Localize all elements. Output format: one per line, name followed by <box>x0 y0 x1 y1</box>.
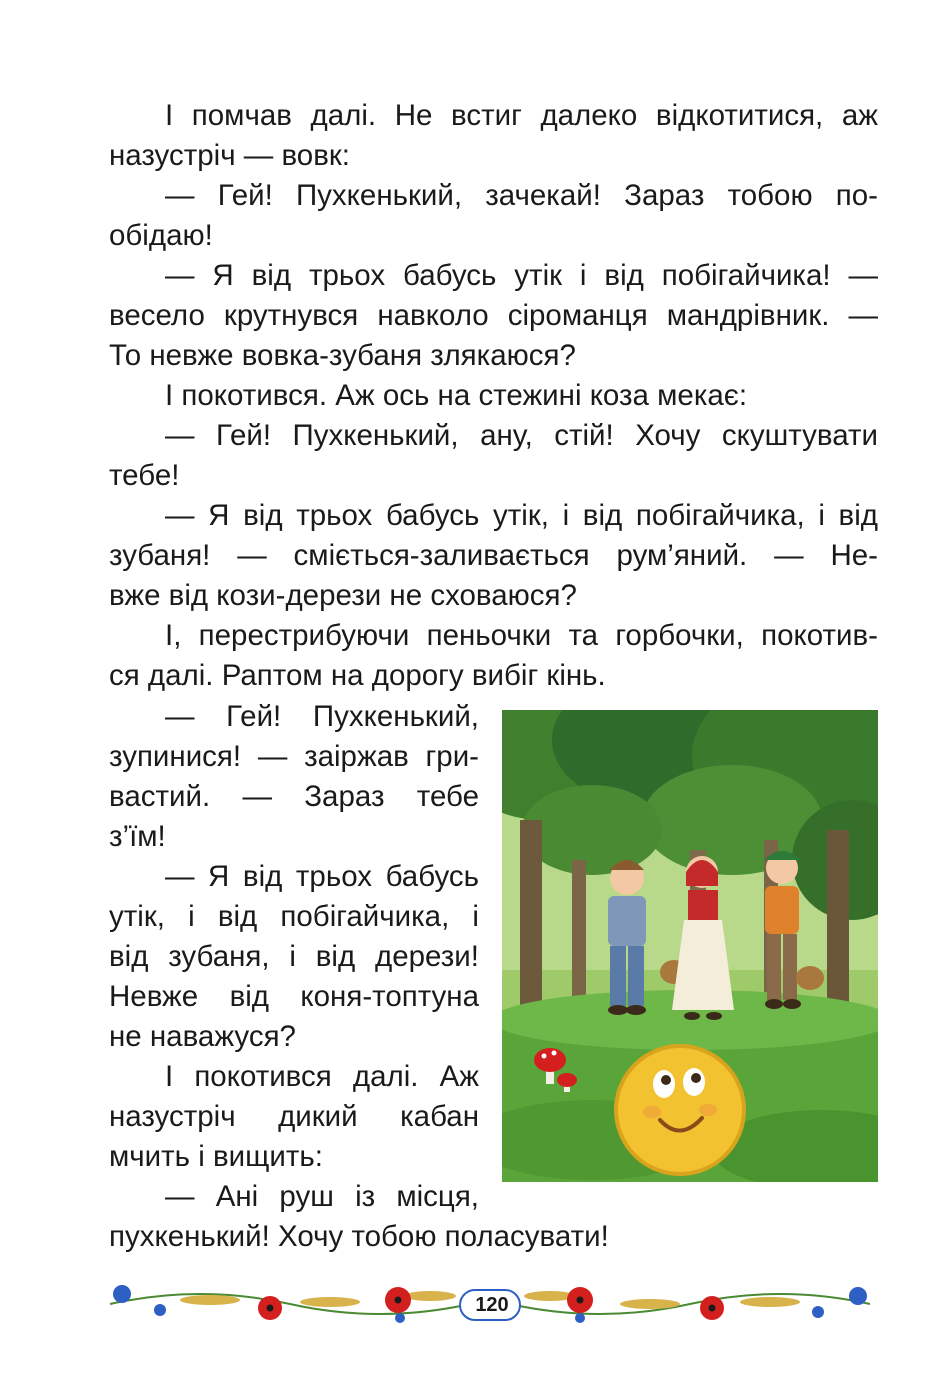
text-line: від зубаня, і від дерези! <box>109 940 479 973</box>
text-line: — Я від трьох бабусь <box>165 860 479 893</box>
text-line: утік, і від побігайчика, і <box>109 900 479 933</box>
text-line: мчить і вищить: <box>109 1140 323 1173</box>
text-line: — Гей! Пухкенький, ану, стій! Хочу скуштувати <box>165 419 878 452</box>
text-line: — Гей! Пухкенький, зачекай! Зараз тобою по- <box>165 179 878 212</box>
text-line: обідаю! <box>109 219 213 252</box>
text-line: пухкенький! Хочу тобою поласувати! <box>109 1220 609 1253</box>
text-line: І покотився. Аж ось на стежині коза мекає: <box>165 379 748 412</box>
text-line: не наважуся? <box>109 1020 296 1053</box>
text-line: назустріч дикий кабан <box>109 1100 479 1133</box>
text-line: тебе! <box>109 459 180 492</box>
text-line: — Я від трьох бабусь утік і від побігайчика! — <box>165 259 878 292</box>
text-line: назустріч — вовк: <box>109 139 350 172</box>
text-line: — Я від трьох бабусь утік, і від побігайчика, і від <box>165 499 878 532</box>
page-number: 120 <box>475 1294 509 1316</box>
text-line: — Гей! Пухкенький, <box>165 700 479 733</box>
text-line: зупинися! — заіржав гри- <box>109 740 479 773</box>
text-line: І, перестрибуючи пеньочки та горбочки, покотив- <box>165 619 878 652</box>
text-line: вастий. — Зараз тебе <box>109 780 479 813</box>
forest-illustration <box>502 710 878 1182</box>
text-line: Невже від коня-топтуна <box>109 980 479 1013</box>
text-line: І покотився далі. Аж <box>165 1060 479 1093</box>
text-line: весело крутнувся навколо сіроманця мандрівник. — <box>109 299 878 332</box>
text-line: ся далі. Раптом на дорогу вибіг кінь. <box>109 659 606 692</box>
text-line: — Ані руш із місця, <box>165 1180 479 1213</box>
text-line: зубаня! — сміється-заливається рум’яний. — Не- <box>109 539 878 572</box>
text-line: І помчав далі. Не встиг далеко відкотитися, аж <box>165 99 878 132</box>
text-line: з’їм! <box>109 820 166 853</box>
text-line: То невже вовка-зубаня злякаюся? <box>109 339 576 372</box>
text-line: вже від кози-дерези не сховаюся? <box>109 579 577 612</box>
